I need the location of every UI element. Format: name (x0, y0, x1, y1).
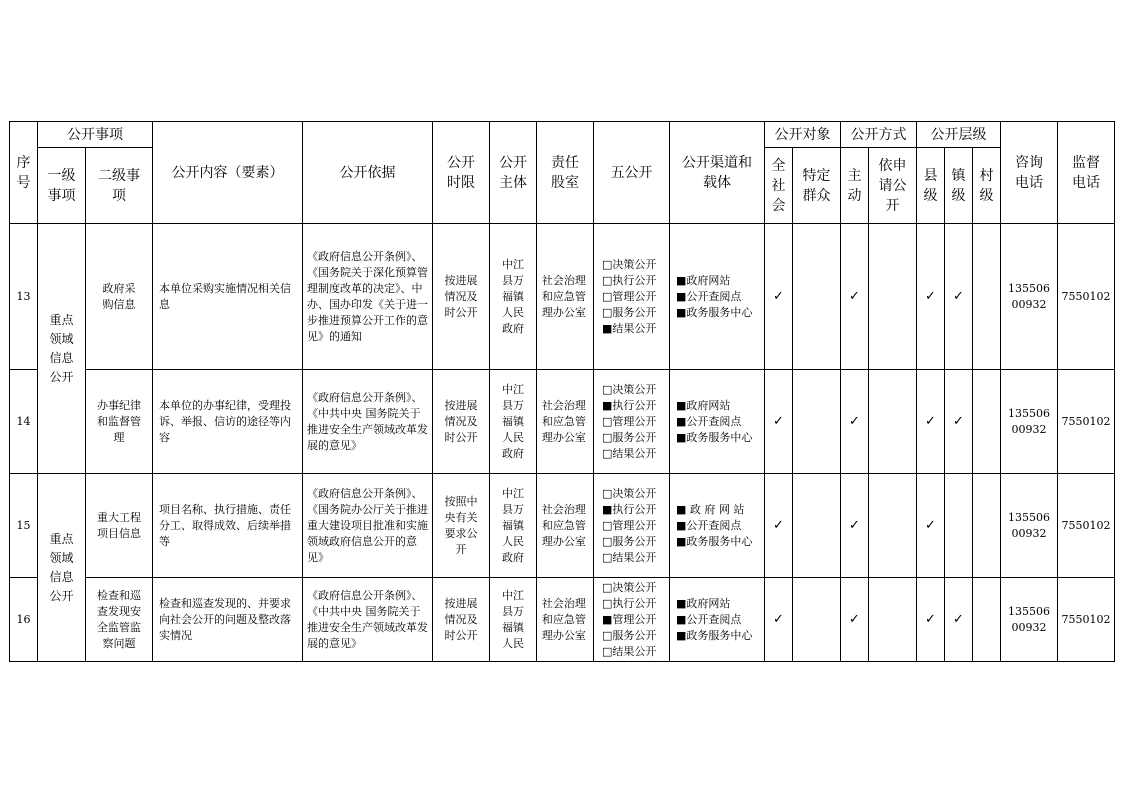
header-level2: 二级事项 (86, 148, 153, 224)
row-level2: 政府采购信息 (86, 224, 153, 370)
table-row (10, 370, 1115, 474)
row-channel: ■政府网站 ■公开查阅点 ■政务服务中心 (670, 578, 765, 662)
row-seq: 14 (10, 370, 38, 474)
group-label: 重点领域信息公开 (38, 474, 86, 662)
row-target-specific (793, 578, 841, 662)
row-level2: 办事纪律和监督管理 (86, 370, 153, 474)
row-target-specific (793, 224, 841, 370)
row-subject: 中江县万福镇人民政府 (490, 224, 537, 370)
row-level-county: ✓ (917, 224, 945, 370)
header-target-group: 公开对象 (765, 122, 841, 148)
row-method-apply (869, 578, 917, 662)
table-row (10, 578, 1115, 662)
header-supervise: 监督电话 (1058, 122, 1115, 224)
row-target-all: ✓ (765, 474, 793, 578)
row-channel: ■政府网站 ■公开查阅点 ■政务服务中心 (670, 224, 765, 370)
row-subject: 中江县万福镇人民政府 (490, 370, 537, 474)
header-level-village: 村级 (973, 148, 1001, 224)
header-subject: 公开主体 (490, 122, 537, 224)
row-five-options: □决策公开 ■执行公开 □管理公开 □服务公开 □结果公开 (594, 474, 670, 578)
row-basis: 《政府信息公开条例》、《中共中央 国务院关于推进安全生产领域改革发展的意见》 (303, 578, 433, 662)
row-level-town: ✓ (945, 370, 973, 474)
disclosure-table (9, 121, 1115, 662)
row-supervise-phone: 7550102 (1058, 224, 1115, 370)
header-method-active: 主动 (841, 148, 869, 224)
header-content: 公开内容（要素） (153, 122, 303, 224)
header-level1: 一级事项 (38, 148, 86, 224)
row-level-village (973, 370, 1001, 474)
row-method-active: ✓ (841, 578, 869, 662)
row-five-options: □决策公开 □执行公开 □管理公开 □服务公开 ■结果公开 (594, 224, 670, 370)
header-method-group: 公开方式 (841, 122, 917, 148)
header-target-specific: 特定群众 (793, 148, 841, 224)
row-target-specific (793, 370, 841, 474)
row-dept: 社会治理和应急管理办公室 (537, 370, 594, 474)
row-seq: 16 (10, 578, 38, 662)
header-level-town: 镇级 (945, 148, 973, 224)
table-row (10, 474, 1115, 578)
row-supervise-phone: 7550102 (1058, 578, 1115, 662)
row-channel: ■政府网站 ■公开查阅点 ■政务服务中心 (670, 370, 765, 474)
header-items-group: 公开事项 (38, 122, 153, 148)
row-method-apply (869, 224, 917, 370)
row-level-county: ✓ (917, 578, 945, 662)
row-level-town: ✓ (945, 224, 973, 370)
row-basis: 《政府信息公开条例》、《国务院办公厅关于推进重大建设项目批准和实施领域政府信息公开的意见》 (303, 474, 433, 578)
row-level2: 重大工程项目信息 (86, 474, 153, 578)
row-content: 项目名称、执行措施、责任分工、取得成效、后续举措等 (153, 474, 303, 578)
row-subject: 中江县万福镇人民 (490, 578, 537, 662)
header-level-county: 县级 (917, 148, 945, 224)
row-level-town: ✓ (945, 578, 973, 662)
row-five-options: □决策公开 □执行公开 ■管理公开 □服务公开 □结果公开 (594, 578, 670, 662)
row-time: 按照中央有关要求公开 (433, 474, 490, 578)
row-method-active: ✓ (841, 474, 869, 578)
header-level-group: 公开层级 (917, 122, 1001, 148)
header-basis: 公开依据 (303, 122, 433, 224)
row-content: 本单位采购实施情况相关信息 (153, 224, 303, 370)
header-time: 公开时限 (433, 122, 490, 224)
row-method-apply (869, 474, 917, 578)
row-method-active: ✓ (841, 370, 869, 474)
row-subject: 中江县万福镇人民政府 (490, 474, 537, 578)
header-five: 五公开 (594, 122, 670, 224)
header-dept: 责任股室 (537, 122, 594, 224)
header-method-apply: 依申请公开 (869, 148, 917, 224)
row-five-options: □决策公开 ■执行公开 □管理公开 □服务公开 □结果公开 (594, 370, 670, 474)
row-supervise-phone: 7550102 (1058, 474, 1115, 578)
group-label: 重点领域信息公开 (38, 224, 86, 474)
row-content: 本单位的办事纪律，受理投诉、举报、信访的途径等内容 (153, 370, 303, 474)
row-time: 按进展情况及时公开 (433, 224, 490, 370)
header-seq: 序号 (10, 122, 38, 224)
row-level-county: ✓ (917, 474, 945, 578)
row-level2: 检查和巡查发现安全监管监察问题 (86, 578, 153, 662)
row-seq: 15 (10, 474, 38, 578)
row-method-active: ✓ (841, 224, 869, 370)
row-time: 按进展情况及时公开 (433, 578, 490, 662)
row-seq: 13 (10, 224, 38, 370)
row-method-apply (869, 370, 917, 474)
row-consult-phone: 13550600932 (1001, 578, 1058, 662)
header-target-all: 全社会 (765, 148, 793, 224)
row-time: 按进展情况及时公开 (433, 370, 490, 474)
row-target-specific (793, 474, 841, 578)
header-consult: 咨询电话 (1001, 122, 1058, 224)
row-level-village (973, 474, 1001, 578)
row-target-all: ✓ (765, 224, 793, 370)
row-consult-phone: 13550600932 (1001, 474, 1058, 578)
row-content: 检查和巡查发现的、并要求向社会公开的问题及整改落实情况 (153, 578, 303, 662)
row-dept: 社会治理和应急管理办公室 (537, 474, 594, 578)
row-target-all: ✓ (765, 578, 793, 662)
row-consult-phone: 13550600932 (1001, 224, 1058, 370)
row-supervise-phone: 7550102 (1058, 370, 1115, 474)
row-level-town (945, 474, 973, 578)
header-channel: 公开渠道和载体 (670, 122, 765, 224)
row-target-all: ✓ (765, 370, 793, 474)
row-channel: ■ 政 府 网 站 ■公开查阅点 ■政务服务中心 (670, 474, 765, 578)
row-dept: 社会治理和应急管理办公室 (537, 224, 594, 370)
table-row (10, 224, 1115, 370)
row-level-village (973, 578, 1001, 662)
row-level-village (973, 224, 1001, 370)
row-dept: 社会治理和应急管理办公室 (537, 578, 594, 662)
row-level-county: ✓ (917, 370, 945, 474)
row-basis: 《政府信息公开条例》、《中共中央 国务院关于推进安全生产领域改革发展的意见》 (303, 370, 433, 474)
row-consult-phone: 13550600932 (1001, 370, 1058, 474)
row-basis: 《政府信息公开条例》、《国务院关于深化预算管理制度改革的决定》、中办、国办印发《关于进一步推进预算公开工作的意见》的通知 (303, 224, 433, 370)
